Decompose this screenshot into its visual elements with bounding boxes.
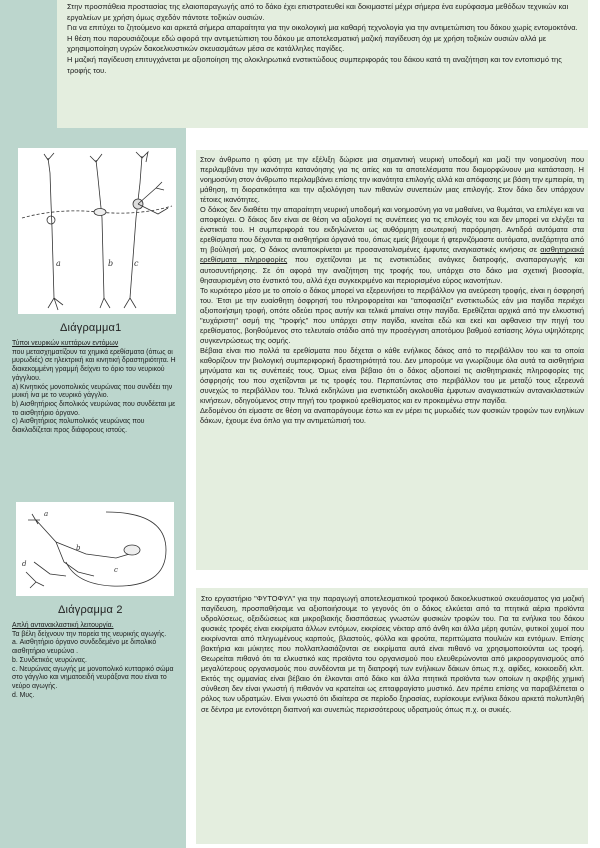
diagram1-label-a: a — [56, 259, 61, 268]
diagram1-item-b: b) Αισθητήριος διπολικός νευρώνας που συνδέεται με το αισθητήριο όργανο. — [12, 400, 176, 417]
diagram2-label-b: b — [76, 544, 81, 552]
intro-box — [57, 0, 588, 128]
story-paragraph-2b: που σχετίζονται με τις ενστικτώδεις ανάγκες διατροφής, αναπαραγωγής και αυτοσυντήρησης. Σε ότι αφορά την αναζήτηση της τροφής του, υπάρχει στο δάκο μια σχετική βιοσοφία, θησαυρισμένη στο ένστικτό του, αλλά έχει συγκεκριμένο και περιορισμένο εύρος ικανοτήτων. — [200, 255, 585, 285]
story-paragraph-1: Στον άνθρωπο η φύση με την εξέλιξη δώρισε μια σημαντική νευρική υποδομή και μαζί την νοημοσύνη που περιλαμβάνει την ικανότητα κατανόησης για τις αιτίες και τα αποτελέσματα που διαμορφώνουν μια κατάσταση. Η νοημοσύνη στον άνθρωπο περιλαμβάνει επίσης την ικανότητα επιλογής αλλά και απόφασης με βάση την εμπειρία, τη μάθηση, τη διορατικότητα και την αξιολόγηση των πιθανών συνεπειών μιας επιλογής. Στον δάκο δεν υπάρχουν τέτοιες ικανότητες. — [200, 155, 584, 205]
diagram1-label-c: c — [134, 259, 139, 268]
diagram1-figure — [18, 148, 176, 314]
diagram2-label-c: c — [114, 566, 118, 574]
diagram2-caption-heading: Απλή αντανακλαστική λειτουργία. — [12, 622, 114, 629]
diagram1-label-b: b — [108, 259, 114, 268]
diagram1-caption-text: που μετασχηματίζουν τα χημικά ερεθίσματα (όπως οι μυρωδιές) σε ηλεκτρική και κινητική δραστηριότητα. Η διακεκομμένη γραμμή δείχνει το όριο του νευρικού γάγγλιου. — [12, 348, 176, 382]
neuron-types-drawing — [18, 148, 176, 314]
story-paragraph-4: Βέβαια είναι πιο πολλά τα ερεθίσματα που δέχεται ο κάθε ενήλικος δάκος από το περιβάλλον του και τα οποία καθορίζουν την βιολογική συμπεριφορική δραστηριότητά του. Δεν μπορούμε να γνωρίζουμε όλα αυτά τα αισθητήρια μηνύματα και τις συνέπειές τους. Όμως είναι βέβαιο ότι ο δάκος αξιοποιεί τις αισθητηριακές πληροφορίες της όσφρησής του που σχετίζονται με τις τροφές του. Περπατώντας στο περιβάλλον του με μεταξύ τους εξερευνά συνεχώς το περιβάλλον του. Τελικά εκδηλώνει μια ενστικτώδη ακολουθία έμφυτων αναγκαστικών αντανακλαστικών κινήσεων, οδηγούμενος στην πηγή του τροφικού ερεθίσματος και εν προκειμένω στην παγίδα. — [200, 345, 584, 406]
story-paragraph-5: Δεδομένου ότι είμαστε σε θέση να αναπαράγουμε έστω και εν μέρει τις μυρωδιές των φυσικών τροφών των ενηλίκων δάκων, έχουμε ένα όπλο για την αντιμετώπισή του. — [200, 406, 584, 426]
diagram2-caption-text: Τα βέλη δείχνουν την πορεία της νευρικής αγωγής. — [12, 630, 167, 638]
story-box — [196, 150, 588, 570]
diagram2-item-c: c. Νευρώνας αγωγής με μονοπολικό κυτταρικό σώμα στο γάγγλιο και νηματοειδή νευράξονα που είναι το νεύρο αγωγής. — [12, 665, 174, 690]
intro-paragraph-2: Για να επιτύχει το ζητούμενο και αρκετά σήμερα απαραίτητα για την οικολογική μια καθαρή τεχνολογία για την αντιμετώπιση του δάκου χωρίς εντομοκτόνα. — [67, 23, 578, 33]
diagram2-title: Διάγραμμα 2 — [58, 604, 123, 616]
reflex-arc-drawing — [16, 502, 174, 596]
story-paragraph-3: Το κυριότερο μέσο με το οποίο ο δάκος μπορεί να εξερευνήσει το περιβάλλον για ανεύρεση τροφής, είναι η όσφρησή του. Έτσι με την ευαίσθητη όσφρησή του πληροφορείται και "αποφασίζει" ενστικτωδώς εάν μια παγίδα περιέχει αξιοποιήσιμη τροφή, οπότε οδεύει προς αυτήν και τελικά μπαίνει στην παγίδα. Ερεθίζεται αρχικά από την ελκυστική "ευχάριστη" οσμή της "τροφής" που υπάρχει στην παγίδα, κινείται εδώ και εκεί και αφθανεισ την πηγή του ερεθίσματος, βοηθούμενος στο τελευταίο στάδιο από την προσέγγιση αποτόμου βαθμού εστίασης λόγω υψηλότερης συγκεντρώσεως της οσμής. — [200, 285, 584, 345]
diagram1-caption — [12, 340, 180, 436]
diagram1-item-a: a) Κινητικός μονοπολικός νευρώνας που συνδέει την μυική ίνα με το νευρικό γάγγλιο. — [12, 383, 173, 400]
diagram2-figure — [16, 502, 174, 596]
diagram2-label-a: a — [44, 510, 49, 518]
diagram1-caption-heading: Τύποι νευρικών κυττάρων εντόμων — [12, 340, 119, 347]
diagram2-label-d: d — [22, 560, 27, 568]
diagram1-item-c: c) Αισθητήριος πολυπολικός νευρώνας που διακλαδίζεται προς διάφορους ιστούς. — [12, 418, 145, 435]
diagram2-caption — [12, 622, 180, 700]
bottom-box — [196, 588, 588, 844]
intro-paragraph-3: Η θέση που παρουσιάζουμε εδώ αφορά την αντιμετώπιση του δάκου με αποτελεσματική μαζική παγίδευση όχι με χρήση τοξικών ουσιών αλλά με χρησιμοποίηση υγρών δακοελκυστικών σκευασμάτων μέσα σε κατάλληλες παγίδες. — [67, 33, 547, 54]
diagram2-item-d: d. Μυς. — [12, 691, 35, 699]
story-paragraph-2a: Ο δάκος δεν διαθέτει την απαραίτητη νευρική υποδομή και νοημοσύνη για να μαθαίνει, να θυμάται, να επιλέγει και να αποφεύγει. Ο δάκος δεν είναι σε θέση να αξιολογεί τις συνέπειες για τις επιλογές του και δεν μπορεί να ελέγξει τα ένστικτά του. Η συμπεριφορά του εκδηλώνεται ως αυθόρμητη εσωτερική παρόρμηση. Αντιδρά αυτόματα στα ερεθίσματα που δέχονται τα αισθητήρια όργανά του, όπως εμείς βήχουμε ή φτερνιζόμαστε αυτόματα, ανεξάρτητα από τη βούλησή μας. Ο δάκος ανταποκρίνεται με προσανατολισμένες έμφυτες αναγκαστικές κινήσεις σε — [200, 205, 584, 255]
story-paragraph-2 — [200, 205, 584, 285]
intro-paragraph-1: Στην προσπάθεια προστασίας της ελαιοπαραγωγής από το δάκο έχει επιστρατευθεί και δοκιμαστεί μέχρι σήμερα ένα ευρύφασμα μεθόδων τεχνικών και εργαλείων με χρήση όμως σχεδόν πάντοτε τοξικών ουσιών. — [67, 2, 569, 22]
diagram1-title: Διάγραμμα1 — [60, 322, 122, 334]
bottom-paragraph: Στο εργαστήριο "ΦΥΤΟΦΥΛ" για την παραγωγή αποτελεσματικού τροφικού δακοελκυστικού σκευάσματος για μαζική παγίδευση, προσπαθήσαμε να αξιοποιήσουμε το γεγονός ότι ο δάκος ελκύεται από τα πτητικά αέρια προϊόντα υδρολύσεως, οξειδώσεως και μικροβιακής διασπάσεως γνωστών φυσικών τροφών του. Για τα ενήλικα του δάκου φυσικές τροφές είναι εκκρίματα άλλων εντόμων, εκκρίσεις νέκταρ από άνθη και άλλα μέρη φυτών, φυτικοί χυμοί που εκκρίνονται από πληγωμένους καρπούς, βλαστούς, φύλλα και φρούτα, περιττώματα πουλιών και εντόμων. Επίσης βακτήρια και μύκητες που πολλαπλασιάζονται σε εκκρίματα αυτά είναι πιθανό να χρησιμοποιούνται ως τροφή. Θεωρείται πιθανό ότι τα ελκυστικό κας προϊόντα του οργανισμού που ελευθερώνονται από μικροοργανισμούς από μεγαλύτερους οργανισμούς που συνδέονται με τη διατροφή των ενήλικων δάκων όπως π.χ. αφίδες, κοκκοειδή κλπ. Εκτός της ομμανίας είναι βέβαιο ότι έλκονται από δάκο και άλλα πτητικά προϊόντα των οποίων η ακριβής χημική σύνθεση δεν είναι γνωστή ή πιθανόν να κρατείται ως επταφραγίστο μυστικό. Δεν πρέπει επίσης να παραβλέπεται ο ρόλος των υδρατμών. Είναι γνωστό ότι ιδιαίτερα σε περίοδο ξηρασίας, ευρίσκουμε ενήλικα δάκου αρκετά πολυπληθή σε δέντρα με εντονότερη διαπνοή και συνεπώς περισσότερους υδρατμούς όπως π.χ. οι συκιές. — [201, 594, 584, 714]
underlined-stimuli: αισθητηριακά ερεθίσματα πληροφορίες — [200, 245, 584, 265]
diagram2-item-b: b. Συνδετικός νευρώνας. — [12, 656, 87, 664]
diagram2-item-a: a. Αισθητήριο όργανο συνδεδεμένο με διπολικό αισθητήριο νευρώνα . — [12, 639, 157, 656]
intro-paragraph-4: Η μαζική παγίδευση επιτυγχάνεται με αξιοποίηση της ολοκληρωτικά ενστικτώδους συμπεριφοράς του δάκου κατά τη αναζήτηση και τον εντοπισμό της τροφής του. — [67, 54, 562, 75]
